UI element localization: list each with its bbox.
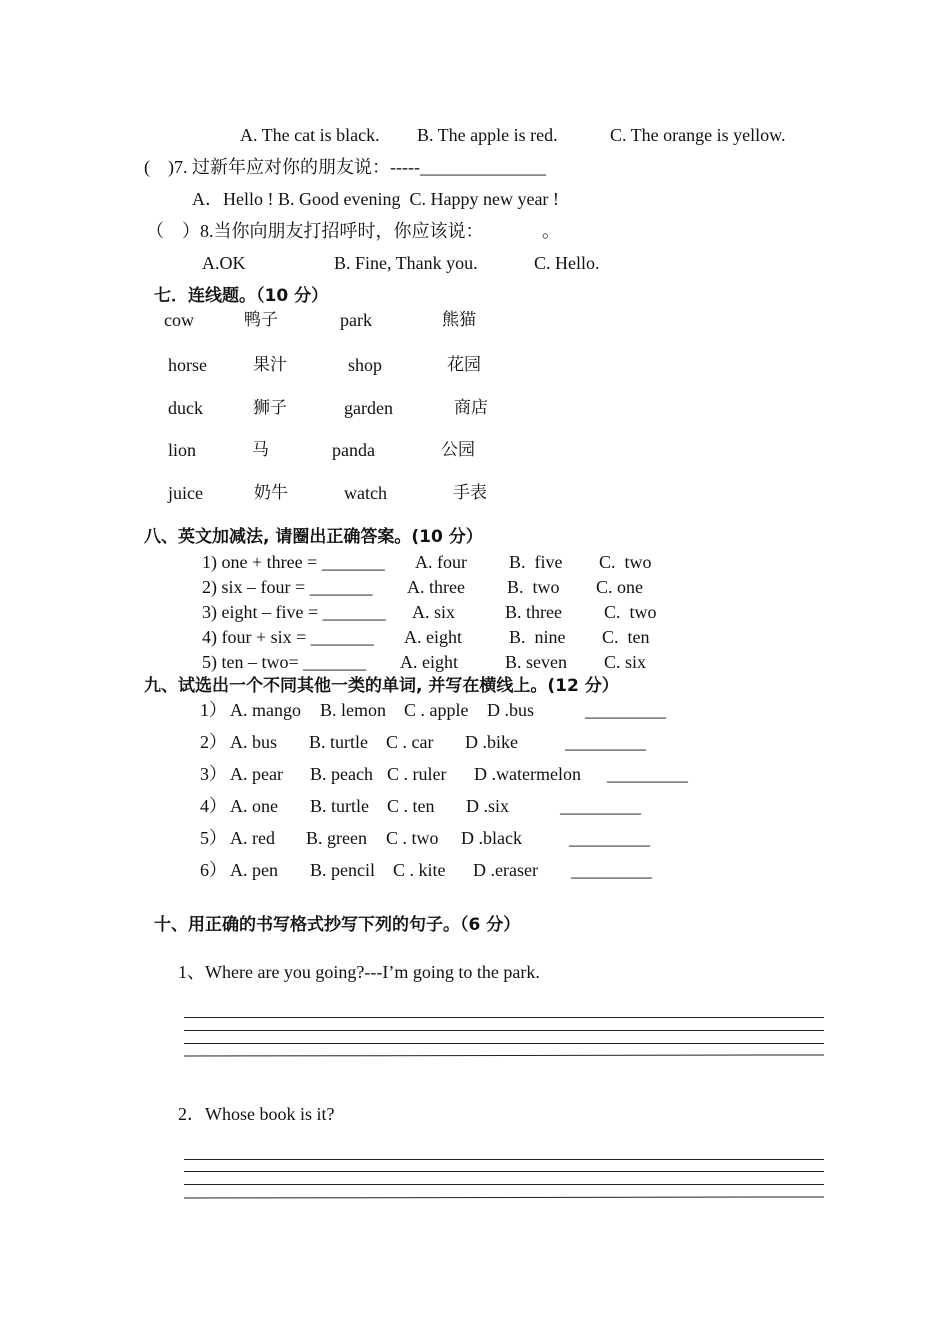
math-option: A. eight [404, 627, 462, 647]
odd-one-number: 4） [200, 796, 227, 816]
odd-one-number: 2） [200, 732, 227, 752]
math-option: C. two [599, 552, 652, 572]
q7-options: A．Hello ! B. Good evening C. Happy new year ! [192, 189, 559, 209]
odd-one-option: C . ten [387, 796, 435, 816]
odd-one-option: C . car [386, 732, 434, 752]
answer-blank[interactable]: _________ [560, 796, 641, 816]
math-question: 1) one + three = _______ [202, 552, 385, 572]
match-word: 奶牛 [254, 483, 288, 503]
odd-one-option: A. pear [230, 764, 283, 784]
odd-one-option: B. turtle [309, 732, 368, 752]
match-word: lion [168, 440, 197, 460]
odd-one-option: A. pen [230, 860, 278, 880]
odd-one-option: D .bike [465, 732, 518, 752]
writing-line[interactable] [184, 1043, 824, 1044]
match-word: watch [344, 483, 387, 503]
odd-one-option: A. one [230, 796, 278, 816]
match-word: garden [344, 398, 393, 418]
odd-one-option: A. bus [230, 732, 278, 752]
odd-one-option: D .watermelon [474, 764, 581, 784]
match-word: duck [168, 398, 203, 418]
answer-blank[interactable]: _________ [569, 828, 650, 848]
section9-title: 九、试选出一个不同其他一类的单词, 并写在横线上。(12 分） [144, 676, 619, 696]
odd-one-number: 5） [200, 828, 227, 848]
q6-option-c: C. The orange is yellow. [610, 125, 786, 145]
match-word: 花园 [447, 355, 481, 375]
writing-line[interactable] [184, 1030, 824, 1031]
math-option: C. ten [602, 627, 650, 647]
match-word: 商店 [454, 398, 488, 418]
math-question: 3) eight – five = _______ [202, 602, 386, 622]
math-option: A. three [407, 577, 465, 597]
match-word: juice [168, 483, 203, 503]
writing-line[interactable] [184, 1184, 824, 1185]
q6-option-b: B. The apple is red. [417, 125, 558, 145]
math-question: 4) four + six = _______ [202, 627, 374, 647]
match-word: 手表 [453, 483, 487, 503]
odd-one-number: 1） [200, 700, 227, 720]
math-option: A. eight [400, 652, 458, 672]
odd-one-option: A. mango [230, 700, 301, 720]
q8-stem: （ ）8.当你向朋友打招呼时，你应该说： 。 [146, 221, 560, 241]
match-word: 熊猫 [442, 310, 476, 330]
math-option: A. six [412, 602, 456, 622]
match-word: cow [164, 310, 194, 330]
odd-one-number: 3） [200, 764, 227, 784]
odd-one-option: C . apple [404, 700, 469, 720]
match-word: 公园 [441, 440, 475, 460]
math-option: A. four [415, 552, 467, 572]
writing-line[interactable] [184, 1017, 824, 1018]
copy-sentence-1: 1、Where are you going?---I’m going to the park. [178, 962, 540, 982]
odd-one-option: B. pencil [310, 860, 375, 880]
math-question: 5) ten – two= _______ [202, 652, 367, 672]
match-word: 鸭子 [244, 310, 278, 330]
math-option: C. two [604, 602, 657, 622]
math-option: C. one [596, 577, 643, 597]
math-question: 2) six – four = _______ [202, 577, 373, 597]
odd-one-option: D .black [461, 828, 522, 848]
odd-one-option: A. red [230, 828, 275, 848]
odd-one-option: B. lemon [320, 700, 386, 720]
odd-one-number: 6） [200, 860, 227, 880]
odd-one-option: B. peach [310, 764, 373, 784]
answer-blank[interactable]: _________ [607, 764, 688, 784]
math-option: B. nine [509, 627, 566, 647]
writing-line[interactable] [184, 1171, 824, 1172]
copy-sentence-2: 2．Whose book is it? [178, 1104, 335, 1124]
odd-one-option: D .bus [487, 700, 535, 720]
q8-option-c: C. Hello. [534, 253, 600, 273]
section8-title: 八、英文加减法, 请圈出正确答案。(10 分） [144, 527, 483, 547]
math-option: B. five [509, 552, 563, 572]
math-option: B. two [507, 577, 560, 597]
match-word: 狮子 [253, 398, 287, 418]
answer-blank[interactable]: _________ [571, 860, 652, 880]
q8-option-a: A.OK [202, 253, 246, 273]
q6-option-a: A. The cat is black. [240, 125, 380, 145]
match-word: horse [168, 355, 207, 375]
math-option: C. six [604, 652, 647, 672]
match-word: shop [348, 355, 383, 375]
odd-one-option: C . ruler [387, 764, 447, 784]
writing-line[interactable] [184, 1159, 824, 1160]
match-word: 果汁 [253, 355, 287, 375]
match-word: park [340, 310, 372, 330]
math-option: B. seven [505, 652, 567, 672]
answer-blank[interactable]: _________ [585, 700, 666, 720]
answer-blank[interactable]: _________ [565, 732, 646, 752]
match-word: 马 [252, 440, 269, 460]
writing-line[interactable] [184, 1054, 824, 1056]
writing-line[interactable] [184, 1196, 824, 1198]
math-option: B. three [505, 602, 562, 622]
odd-one-option: C . kite [393, 860, 446, 880]
odd-one-option: C . two [386, 828, 439, 848]
odd-one-option: B. green [306, 828, 367, 848]
q8-option-b: B. Fine, Thank you. [334, 253, 478, 273]
match-word: panda [332, 440, 375, 460]
odd-one-option: B. turtle [310, 796, 369, 816]
odd-one-option: D .six [466, 796, 510, 816]
section10-title: 十、用正确的书写格式抄写下列的句子。（6 分） [154, 915, 521, 935]
section7-title: 七．连线题。（10 分） [154, 286, 329, 306]
odd-one-option: D .eraser [473, 860, 538, 880]
q7-stem: ( )7. 过新年应对你的朋友说：-----______________ [144, 157, 546, 177]
